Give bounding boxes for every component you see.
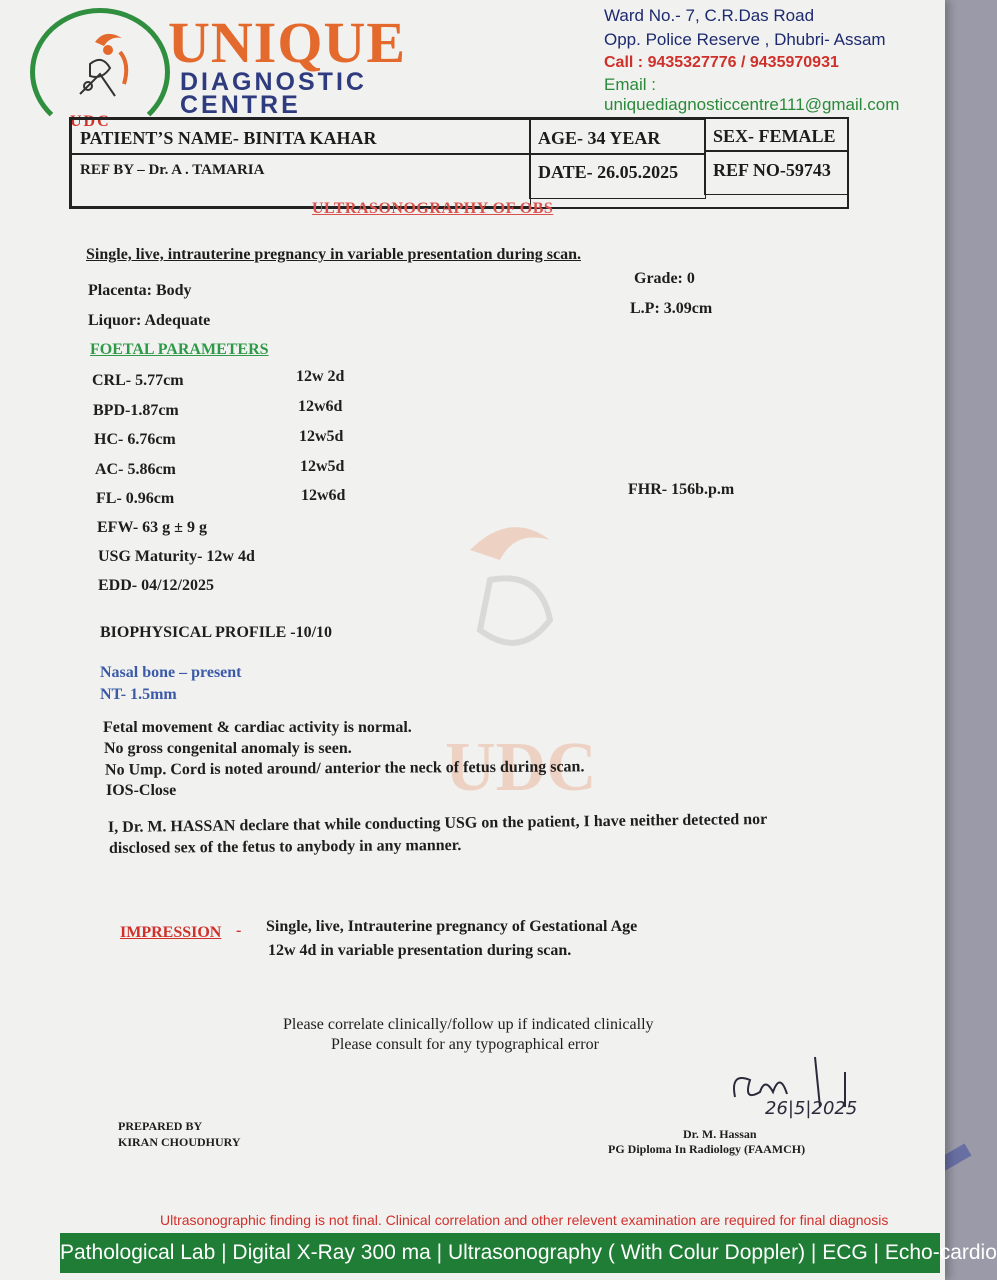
patient-info-table [69, 117, 849, 209]
report-title: ULTRASONOGRAPHY OF OBS [312, 200, 554, 217]
parameter-label: BPD-1.87cm [93, 402, 179, 419]
age-cell: AGE- 34 YEAR [529, 119, 706, 155]
efw-value: EFW- 63 g ± 9 g [97, 519, 207, 536]
sex-cell: SEX- FEMALE [704, 117, 849, 151]
date-cell: DATE- 26.05.2025 [529, 153, 706, 199]
placenta-grade: Grade: 0 [634, 270, 695, 287]
edd-value: EDD- 04/12/2025 [98, 577, 214, 594]
fhr-value: FHR- 156b.p.m [628, 481, 735, 498]
biophysical-profile: BIOPHYSICAL PROFILE -10/10 [100, 624, 333, 641]
parameter-label: CRL- 5.77cm [92, 372, 184, 389]
usg-maturity: USG Maturity- 12w 4d [98, 548, 255, 565]
impression-label: IMPRESSION [120, 924, 222, 941]
parameter-age: 12w6d [301, 487, 346, 504]
parameter-age: 12w 2d [296, 368, 345, 385]
svg-text:UDC: UDC [445, 729, 597, 806]
doctor-signature [725, 1052, 900, 1127]
finding-line: Fetal movement & cardiac activity is normal. [103, 719, 412, 736]
impression-line: 12w 4d in variable presentation during scan. [268, 942, 572, 959]
doctor-qualification: PG Diploma In Radiology (FAAMCH) [608, 1142, 806, 1156]
brand-subtitle-line2: CENTRE [180, 91, 301, 119]
impression-line: Single, live, Intrauterine pregnancy of Gestational Age [266, 918, 638, 935]
prepared-by-name: KIRAN CHOUDHURY [118, 1135, 241, 1149]
nt-value: NT- 1.5mm [100, 686, 177, 703]
footer-disclaimer: Ultrasonographic finding is not final. Clinical correlation and other relevent examination are required for final diagnosis [160, 1212, 889, 1228]
brand-subtitle-line1: DIAGNOSTIC [180, 68, 367, 96]
correlate-note: Please correlate clinically/follow up if indicated clinically [283, 1016, 654, 1033]
brand-name: UNIQUE [168, 10, 407, 75]
parameter-label: HC- 6.76cm [94, 431, 176, 448]
parameter-label: FL- 0.96cm [96, 490, 175, 507]
declaration-line: I, Dr. M. HASSAN declare that while conducting USG on the patient, I have neither detected nor [107, 810, 768, 836]
placenta: Placenta: Body [88, 282, 192, 299]
ref-no-cell: REF NO-59743 [704, 151, 849, 195]
finding-line: IOS-Close [106, 782, 177, 799]
contact-phone: Call : 9435327776 / 9435970931 [604, 54, 839, 71]
consult-note: Please consult for any typographical error [331, 1036, 599, 1053]
address-line-1: Ward No.- 7, C.R.Das Road [604, 6, 815, 25]
impression-dash: - [236, 922, 242, 939]
parameter-age: 12w5d [300, 458, 345, 475]
parameter-label: AC- 5.86cm [95, 461, 176, 478]
doctor-name: Dr. M. Hassan [683, 1127, 757, 1141]
lp-value: L.P: 3.09cm [630, 300, 713, 317]
liquor: Liquor: Adequate [88, 312, 211, 329]
finding-line: No gross congenital anomaly is seen. [104, 740, 352, 757]
declaration-line: disclosed sex of the fetus to anybody in any manner. [108, 836, 462, 857]
parameter-age: 12w5d [299, 428, 344, 445]
prepared-by-label: PREPARED BY [118, 1119, 203, 1133]
contact-email: Email : uniquediagnosticcentre111@gmail.com [604, 75, 900, 114]
footer-services-bar: Pathological Lab | Digital X-Ray 300 ma | Ultrasonography ( With Colur Doppler) | ECG | Echo-cardio [60, 1233, 940, 1273]
address-line-2: Opp. Police Reserve , Dhubri- Assam [604, 30, 886, 49]
logo-text: UDC [70, 113, 111, 130]
parameter-age: 12w6d [298, 398, 343, 415]
finding-line: No Ump. Cord is noted around/ anterior the neck of fetus during scan. [104, 758, 585, 779]
summary-line: Single, live, intrauterine pregnancy in variable presentation during scan. [86, 246, 581, 263]
ref-by-cell: REF BY – Dr. A . TAMARIA [71, 153, 531, 207]
signature-date: 26|5|2025 [765, 1098, 858, 1119]
patient-name-cell: PATIENT’S NAME- BINITA KAHAR [71, 119, 531, 155]
nasal-bone: Nasal bone – present [100, 664, 242, 681]
foetal-parameters-heading: FOETAL PARAMETERS [90, 341, 269, 358]
